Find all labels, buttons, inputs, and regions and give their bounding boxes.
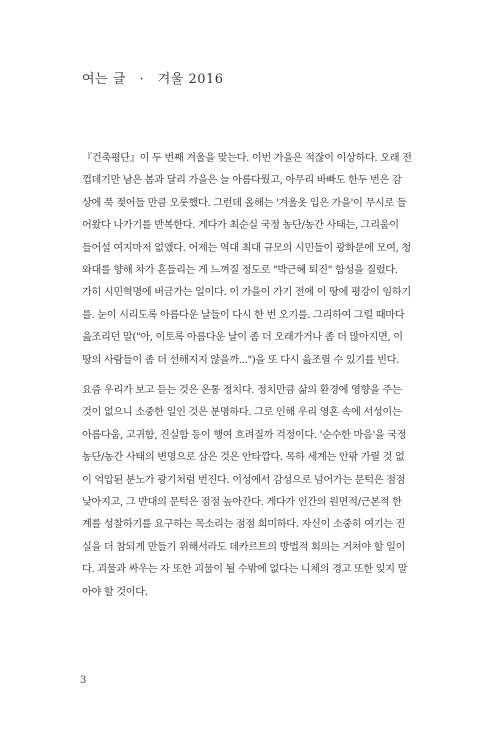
- text-line: 땅의 사람들이 좀 더 선해지지 않을까...")을 또 다시 읊조릴 수 있기를 빈다.: [82, 354, 400, 366]
- running-header: [82, 68, 224, 87]
- text-line: 실을 더 참되게 만들기 위해서라도 데카르트의 방법적 회의는 거쳐야 할 일이: [82, 541, 406, 553]
- text-line: 것이 없으니 소중한 일인 것은 분명하다. 그로 인해 우리 영혼 속에 서성이는: [82, 407, 402, 419]
- text-line: 이 억압된 분노가 광기처럼 번진다. 이성에서 감성으로 넘어가는 문턱은 점점: [82, 474, 406, 486]
- text-line: 다. 괴물과 싸우는 자 또한 괴물이 될 수밖에 없다는 니체의 경고 또한 잊지 말: [82, 564, 408, 576]
- header-section: 여는 글: [82, 72, 126, 87]
- paragraph-1: [82, 148, 427, 372]
- page-number: 3: [80, 675, 87, 686]
- text-line: 낮아지고, 그 반대의 문턱은 점점 높아간다. 게다가 인간의 원면적/근본적 한: [82, 497, 402, 509]
- text-line: 와대를 향해 차가 흔들리는 게 느껴질 정도로 "박근혜 퇴진" 함성을 질렀다.: [82, 265, 398, 277]
- text-line: 요즘 우리가 보고 듣는 것은 온통 정치다. 정치만큼 삶의 환경에 영향을 주는: [82, 385, 402, 396]
- text-line: 읊조리던 말("아, 이토록 아름다운 날이 좀 더 오래가거나 좀 더 많아지면, 이: [82, 332, 403, 344]
- text-line: 껍데기만 남은 봄과 달리 가을은 늘 아름다웠고, 아무리 바빠도 한두 번은 감: [82, 175, 402, 187]
- text-line: 들어설 여지마저 없앴다. 어제는 역대 최대 규모의 시민들이 광화문에 모여, 청: [82, 242, 411, 254]
- text-line: 계를 성찰하기를 요구하는 목소리는 점점 희미하다. 자신이 소중히 여기는 진: [82, 519, 406, 531]
- text-line: 아야 할 것이다.: [82, 586, 148, 598]
- header-subtitle: 겨울 2016: [157, 72, 224, 87]
- paragraph-2: [82, 380, 427, 604]
- text-line: 상에 푹 젖어들 만큼 오롯했다. 그런데 올해는 '겨울옷 입은 가을'이 무시로 들: [82, 197, 407, 209]
- text-line: 농단/농간 사태의 변명으로 삼은 것은 안타깝다. 목하 세계는 안팎 가릴 것 없: [82, 452, 405, 464]
- text-line: 『건축평단』이 두 번째 겨울을 맞는다. 이번 가을은 적잖이 이상하다. 오래 전: [82, 153, 412, 164]
- text-line: 어왔다 나가기를 반복한다. 게다가 최순실 국정 농단/농간 사태는, 그리움이: [82, 220, 399, 232]
- text-line: 아름다움, 고귀함, 진실함 등이 행여 흐려질까 걱정이다. '순수한 마음'을 국정: [82, 429, 407, 441]
- header-separator: ·: [139, 72, 145, 87]
- text-line: 를. 눈이 시리도록 아름다운 날들이 다시 한 번 오기를. 그리하여 그럴 때마다: [82, 309, 405, 321]
- text-line: 가히 시민혁명에 버금가는 일이다. 이 가을이 가기 전에 이 땅에 평강이 임하기: [82, 287, 411, 299]
